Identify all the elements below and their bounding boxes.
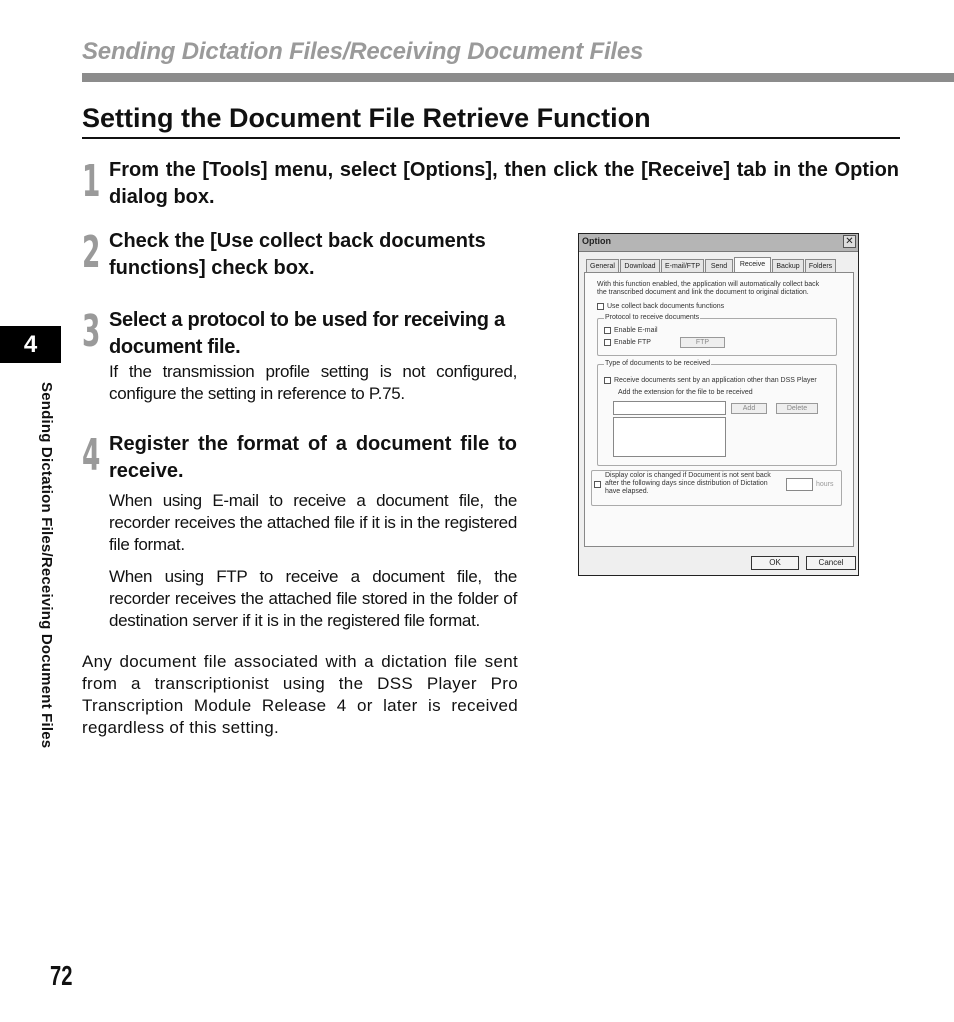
tab-send[interactable]: Send (705, 259, 733, 272)
step-number-3: 3 (82, 306, 101, 357)
step-1-heading: From the [Tools] menu, select [Options], then click the [Receive] tab in the Option dialog box. (109, 159, 899, 208)
use-collect-label: Use collect back documents functions (607, 303, 725, 310)
enable-email-checkbox[interactable] (604, 327, 611, 334)
extension-list[interactable] (613, 417, 726, 457)
enable-ftp-label: Enable FTP (614, 339, 651, 346)
dialog-title-bar (579, 234, 858, 252)
receive-panel (584, 272, 854, 547)
note-paragraph: Any document file associated with a dictation file sent from a transcriptionist using the DSS Player Pro Transcription Module Release 4 or later is received regardless of this setting. (82, 652, 518, 737)
receive-other-label: Receive documents sent by an application other than DSS Player (614, 377, 817, 384)
section-rule (82, 137, 900, 139)
chapter-tab: 4 (0, 326, 61, 363)
dialog-title: Option (582, 236, 611, 246)
ftp-button[interactable]: FTP (680, 337, 725, 348)
step-number-1: 1 (82, 156, 101, 207)
extension-input[interactable] (613, 401, 726, 415)
tab-general[interactable]: General (586, 259, 619, 272)
tab-folders[interactable]: Folders (805, 259, 836, 272)
ok-button[interactable]: OK (751, 556, 799, 570)
display-color-group (591, 470, 842, 506)
tab-receive[interactable]: Receive (734, 257, 771, 273)
option-dialog (578, 233, 859, 576)
tab-backup[interactable]: Backup (772, 259, 804, 272)
header-bar (82, 73, 954, 82)
step-4-body-email: When using E-mail to receive a document file, the recorder receives the attached file if it is in the registered file format. (109, 491, 517, 554)
sidebar-chapter-title: Sending Dictation Files/Receiving Document Files (38, 382, 55, 749)
step-2-heading: Check the [Use collect back documents functions] check box. (109, 230, 486, 279)
protocol-group-label: Protocol to receive documents (605, 314, 700, 321)
receive-other-checkbox[interactable] (604, 377, 611, 384)
page-number: 72 (50, 960, 73, 991)
document-type-group-label: Type of documents to be received (605, 360, 711, 367)
cancel-button[interactable]: Cancel (806, 556, 856, 570)
enable-ftp-checkbox[interactable] (604, 339, 611, 346)
tab-download[interactable]: Download (620, 259, 660, 272)
running-header: Sending Dictation Files/Receiving Document Files (82, 38, 644, 65)
step-3-body: If the transmission profile setting is not configured, configure the setting in reference to P.75. (109, 362, 517, 403)
add-button[interactable]: Add (731, 403, 767, 414)
hours-input[interactable] (786, 478, 813, 491)
step-number-2: 2 (82, 227, 101, 278)
step-3-heading: Select a protocol to be used for receiving a document file. (109, 309, 505, 358)
delete-button[interactable]: Delete (776, 403, 818, 414)
description-line-1: With this function enabled, the application will automatically collect back (597, 281, 820, 288)
step-number-4: 4 (82, 430, 101, 481)
description-line-2: the transcribed document and link the document to original dictation. (597, 289, 809, 296)
step-4-body-ftp: When using FTP to receive a document file, the recorder receives the attached file stored in the folder of destination server if it is in the registered file format. (109, 567, 517, 630)
use-collect-checkbox[interactable] (597, 303, 604, 310)
display-color-checkbox[interactable] (594, 481, 601, 488)
step-4-heading: Register the format of a document file to receive. (109, 433, 517, 482)
display-color-line-3: have elapsed. (605, 488, 649, 495)
enable-email-label: Enable E-mail (614, 327, 658, 334)
section-title: Setting the Document File Retrieve Function (82, 103, 651, 133)
close-icon[interactable]: ✕ (843, 235, 856, 248)
add-extension-label: Add the extension for the file to be received (618, 389, 753, 396)
hours-label: hours (816, 481, 834, 488)
display-color-line-2: after the following days since distribution of Dictation (605, 480, 768, 487)
tab-email-ftp[interactable]: E-mail/FTP (661, 259, 704, 272)
display-color-line-1: Display color is changed if Document is not sent back (605, 472, 771, 479)
document-type-group (597, 360, 837, 466)
protocol-group (597, 314, 837, 356)
